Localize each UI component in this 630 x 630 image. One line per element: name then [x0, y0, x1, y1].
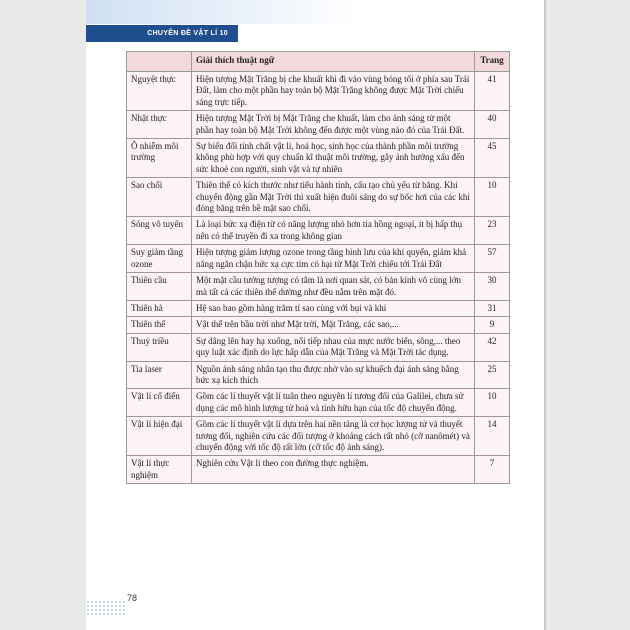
term-cell: Suy giảm tầng ozone: [127, 245, 192, 273]
table-row: [127, 139, 510, 178]
table-row: [127, 111, 510, 139]
definition-cell: Hệ sao bao gồm hàng trăm tỉ sao cùng với bụi và khí: [192, 300, 475, 316]
page-cell: 10: [475, 178, 510, 217]
table-row: [127, 389, 510, 417]
definition-cell: Gồm các lí thuyết vật lí tuân theo nguyên lí tương đối của Galilei, chưa sử dụng các mô hình lượng tử hoá và tính hữu hạn của tốc độ chuyển động.: [192, 389, 475, 417]
term-cell: Thuỷ triều: [127, 333, 192, 361]
definition-cell: Sự biến đổi tính chất vật lí, hoá học, sinh học của thành phần môi trường không phù hợp với quy chuẩn kĩ thuật môi trường, gây ảnh hưởng xấu đến sức khoẻ con người, sinh vật và tự nhiên: [192, 139, 475, 178]
definition-cell: Hiện tượng Mặt Trăng bị che khuất khi đi vào vùng bóng tối ở phía sau Trái Đất, làm cho một phần hay toàn bộ Mặt Trăng không được Mặt Trời chiếu sáng trực tiếp.: [192, 72, 475, 111]
header-definition: Giải thích thuật ngữ: [192, 52, 475, 72]
top-decorative-strip: [86, 0, 544, 24]
term-cell: Sóng vô tuyến: [127, 217, 192, 245]
table-row: [127, 333, 510, 361]
definition-cell: Vật thể trên bầu trời như Mặt trời, Mặt Trăng, các sao,...: [192, 317, 475, 333]
page-cell: 57: [475, 245, 510, 273]
page-cell: 30: [475, 273, 510, 301]
header-term: [127, 52, 192, 72]
page-cell: 31: [475, 300, 510, 316]
glossary-table: [126, 51, 510, 484]
page-cell: 40: [475, 111, 510, 139]
term-cell: Thiên hà: [127, 300, 192, 316]
page-number: 78: [127, 593, 138, 603]
term-cell: Nguyệt thực: [127, 72, 192, 111]
page-cell: 45: [475, 139, 510, 178]
term-cell: Nhật thực: [127, 111, 192, 139]
table-row: [127, 417, 510, 456]
page-cell: 25: [475, 361, 510, 389]
definition-cell: Hiện tượng Mặt Trời bị Mặt Trăng che khuất, làm cho ánh sáng từ một phần hay toàn bộ Mặt Trời không đến được một vùng nào đó của Trái Đất.: [192, 111, 475, 139]
definition-cell: Thiên thể có kích thước như tiểu hành tinh, cấu tạo chủ yếu từ băng. Khi chuyển động gần Mặt Trời thì xuất hiện đuôi sáng do sự bốc hơi của các khí đóng băng trên bề mặt sao chổi.: [192, 178, 475, 217]
term-cell: Thiên cầu: [127, 273, 192, 301]
chapter-header-band: CHUYÊN ĐỀ VẬT LÍ 10: [86, 25, 238, 42]
definition-cell: Gồm các lí thuyết vật lí dựa trên hai nền tảng là cơ học lượng tử và thuyết tương đối, nghiên cứu các đối tượng ở khoảng cách rất nhỏ (cỡ nanômét) và chuyển động với tốc độ rất lớn (cỡ tốc độ ánh sáng).: [192, 417, 475, 456]
page-cell: 14: [475, 417, 510, 456]
table-row: [127, 217, 510, 245]
table-row: [127, 361, 510, 389]
decorative-dot-pattern: [86, 600, 126, 616]
term-cell: Vật lí hiện đại: [127, 417, 192, 456]
header-page: Trang: [475, 52, 510, 72]
table-row: [127, 178, 510, 217]
table-header-row: [127, 52, 510, 72]
term-cell: Vật lí thực nghiệm: [127, 456, 192, 484]
definition-cell: Nguồn ánh sáng nhân tạo thu được nhờ vào sự khuếch đại ánh sáng bằng bức xạ kích thích: [192, 361, 475, 389]
page-cell: 7: [475, 456, 510, 484]
page-edge-shadow: [544, 0, 546, 630]
term-cell: Sao chổi: [127, 178, 192, 217]
page-cell: 42: [475, 333, 510, 361]
term-cell: Tia laser: [127, 361, 192, 389]
term-cell: Vật lí cổ điển: [127, 389, 192, 417]
table-row: [127, 300, 510, 316]
definition-cell: Sự dâng lên hay hạ xuống, nối tiếp nhau của mực nước biển, sông,... theo quy luật xác định do lực hấp dẫn của Mặt Trăng và Mặt Trời tác dụng.: [192, 333, 475, 361]
table-row: [127, 273, 510, 301]
page-cell: 41: [475, 72, 510, 111]
definition-cell: Nghiên cứu Vật lí theo con đường thực nghiệm.: [192, 456, 475, 484]
definition-cell: Là loại bức xạ điện từ có năng lượng nhỏ hơn tia hồng ngoại, ít bị hấp thụ nên có thể truyền đi xa trong không gian: [192, 217, 475, 245]
definition-cell: Hiện tượng giảm lượng ozone trong tầng bình lưu của khí quyển, giảm khả năng ngăn chặn bức xạ cực tím có hại từ Mặt Trời chiếu tới Trái Đất: [192, 245, 475, 273]
table-row: [127, 245, 510, 273]
page-cell: 23: [475, 217, 510, 245]
page-cell: 10: [475, 389, 510, 417]
definition-cell: Một mặt cầu tưởng tượng có tâm là nơi quan sát, có bán kính vô cùng lớn mà tất cả các thiên thể dường như đều nằm trên mặt đó.: [192, 273, 475, 301]
term-cell: Thiên thể: [127, 317, 192, 333]
term-cell: Ô nhiễm môi trường: [127, 139, 192, 178]
table-row: [127, 456, 510, 484]
table-row: [127, 317, 510, 333]
page-cell: 9: [475, 317, 510, 333]
table-row: [127, 72, 510, 111]
